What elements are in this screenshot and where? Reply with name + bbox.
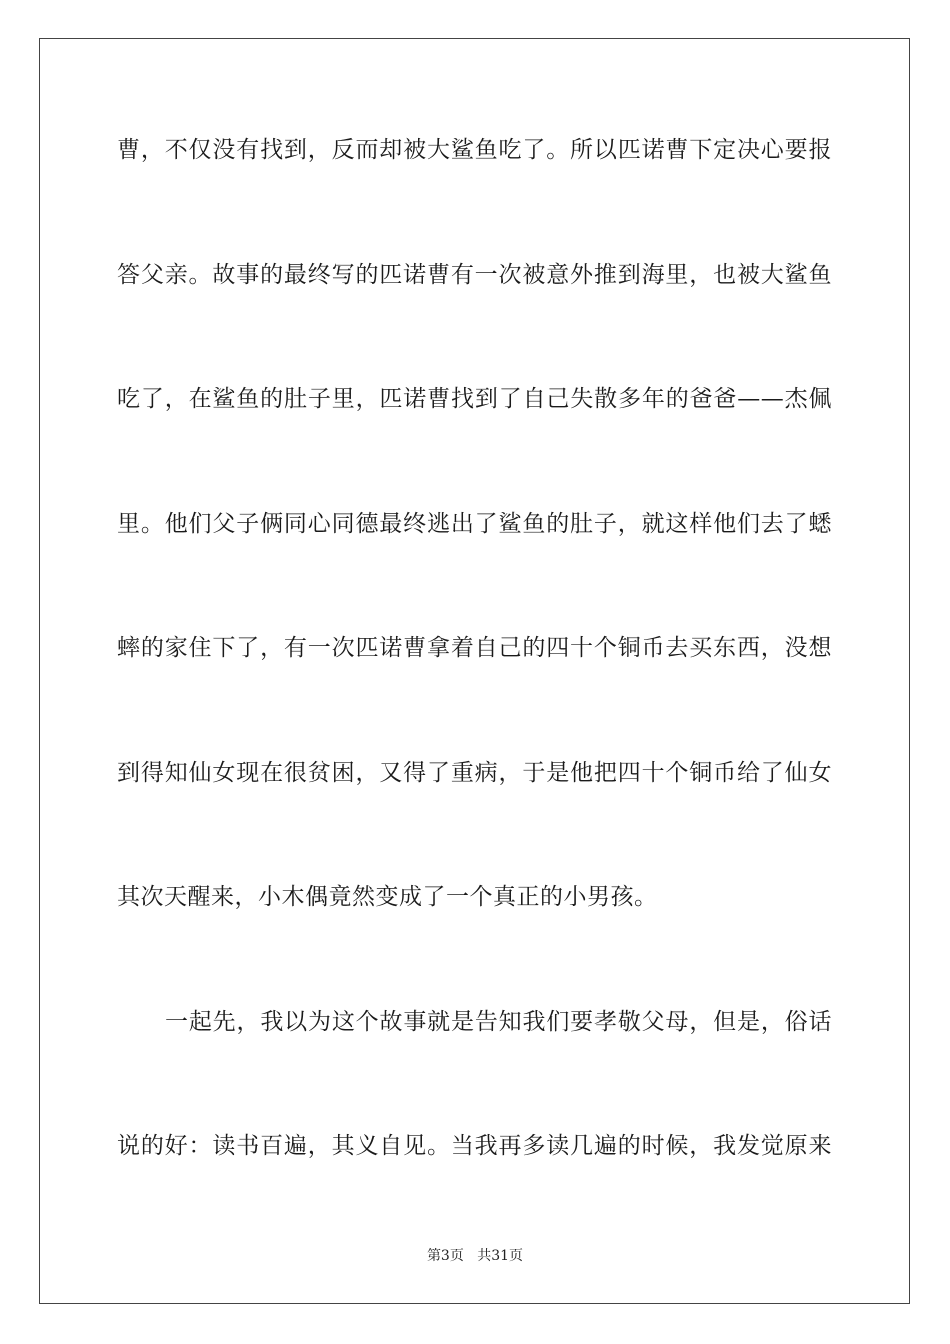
text-line-5: 蟀的家住下了，有一次匹诺曹拿着自己的四十个铜币去买东西，没想 [117,635,832,661]
page-number: 第3页 [426,1248,464,1264]
text-line-7: 其次天醒来，小木偶竟然变成了一个真正的小男孩。 [117,884,658,910]
page-border [39,38,910,1304]
text-line-3: 吃了，在鲨鱼的肚子里，匹诺曹找到了自己失散多年的爸爸——杰佩 [117,386,832,412]
text-line-6: 到得知仙女现在很贫困，又得了重病，于是他把四十个铜币给了仙女 [117,760,832,786]
text-line-2: 答父亲。故事的最终写的匹诺曹有一次被意外推到海里，也被大鲨鱼 [117,262,832,288]
text-line-8: 一起先，我以为这个故事就是告知我们要孝敬父母，但是，俗话 [165,1009,832,1035]
text-line-1: 曹，不仅没有找到，反而却被大鲨鱼吃了。所以匹诺曹下定决心要报 [117,137,832,163]
page-total: 共31页 [477,1248,524,1264]
page-footer [0,1247,950,1265]
text-line-9: 说的好：读书百遍，其义自见。当我再多读几遍的时候，我发觉原来 [117,1133,832,1159]
text-line-4: 里。他们父子俩同心同德最终逃出了鲨鱼的肚子，就这样他们去了蟋 [117,511,832,537]
